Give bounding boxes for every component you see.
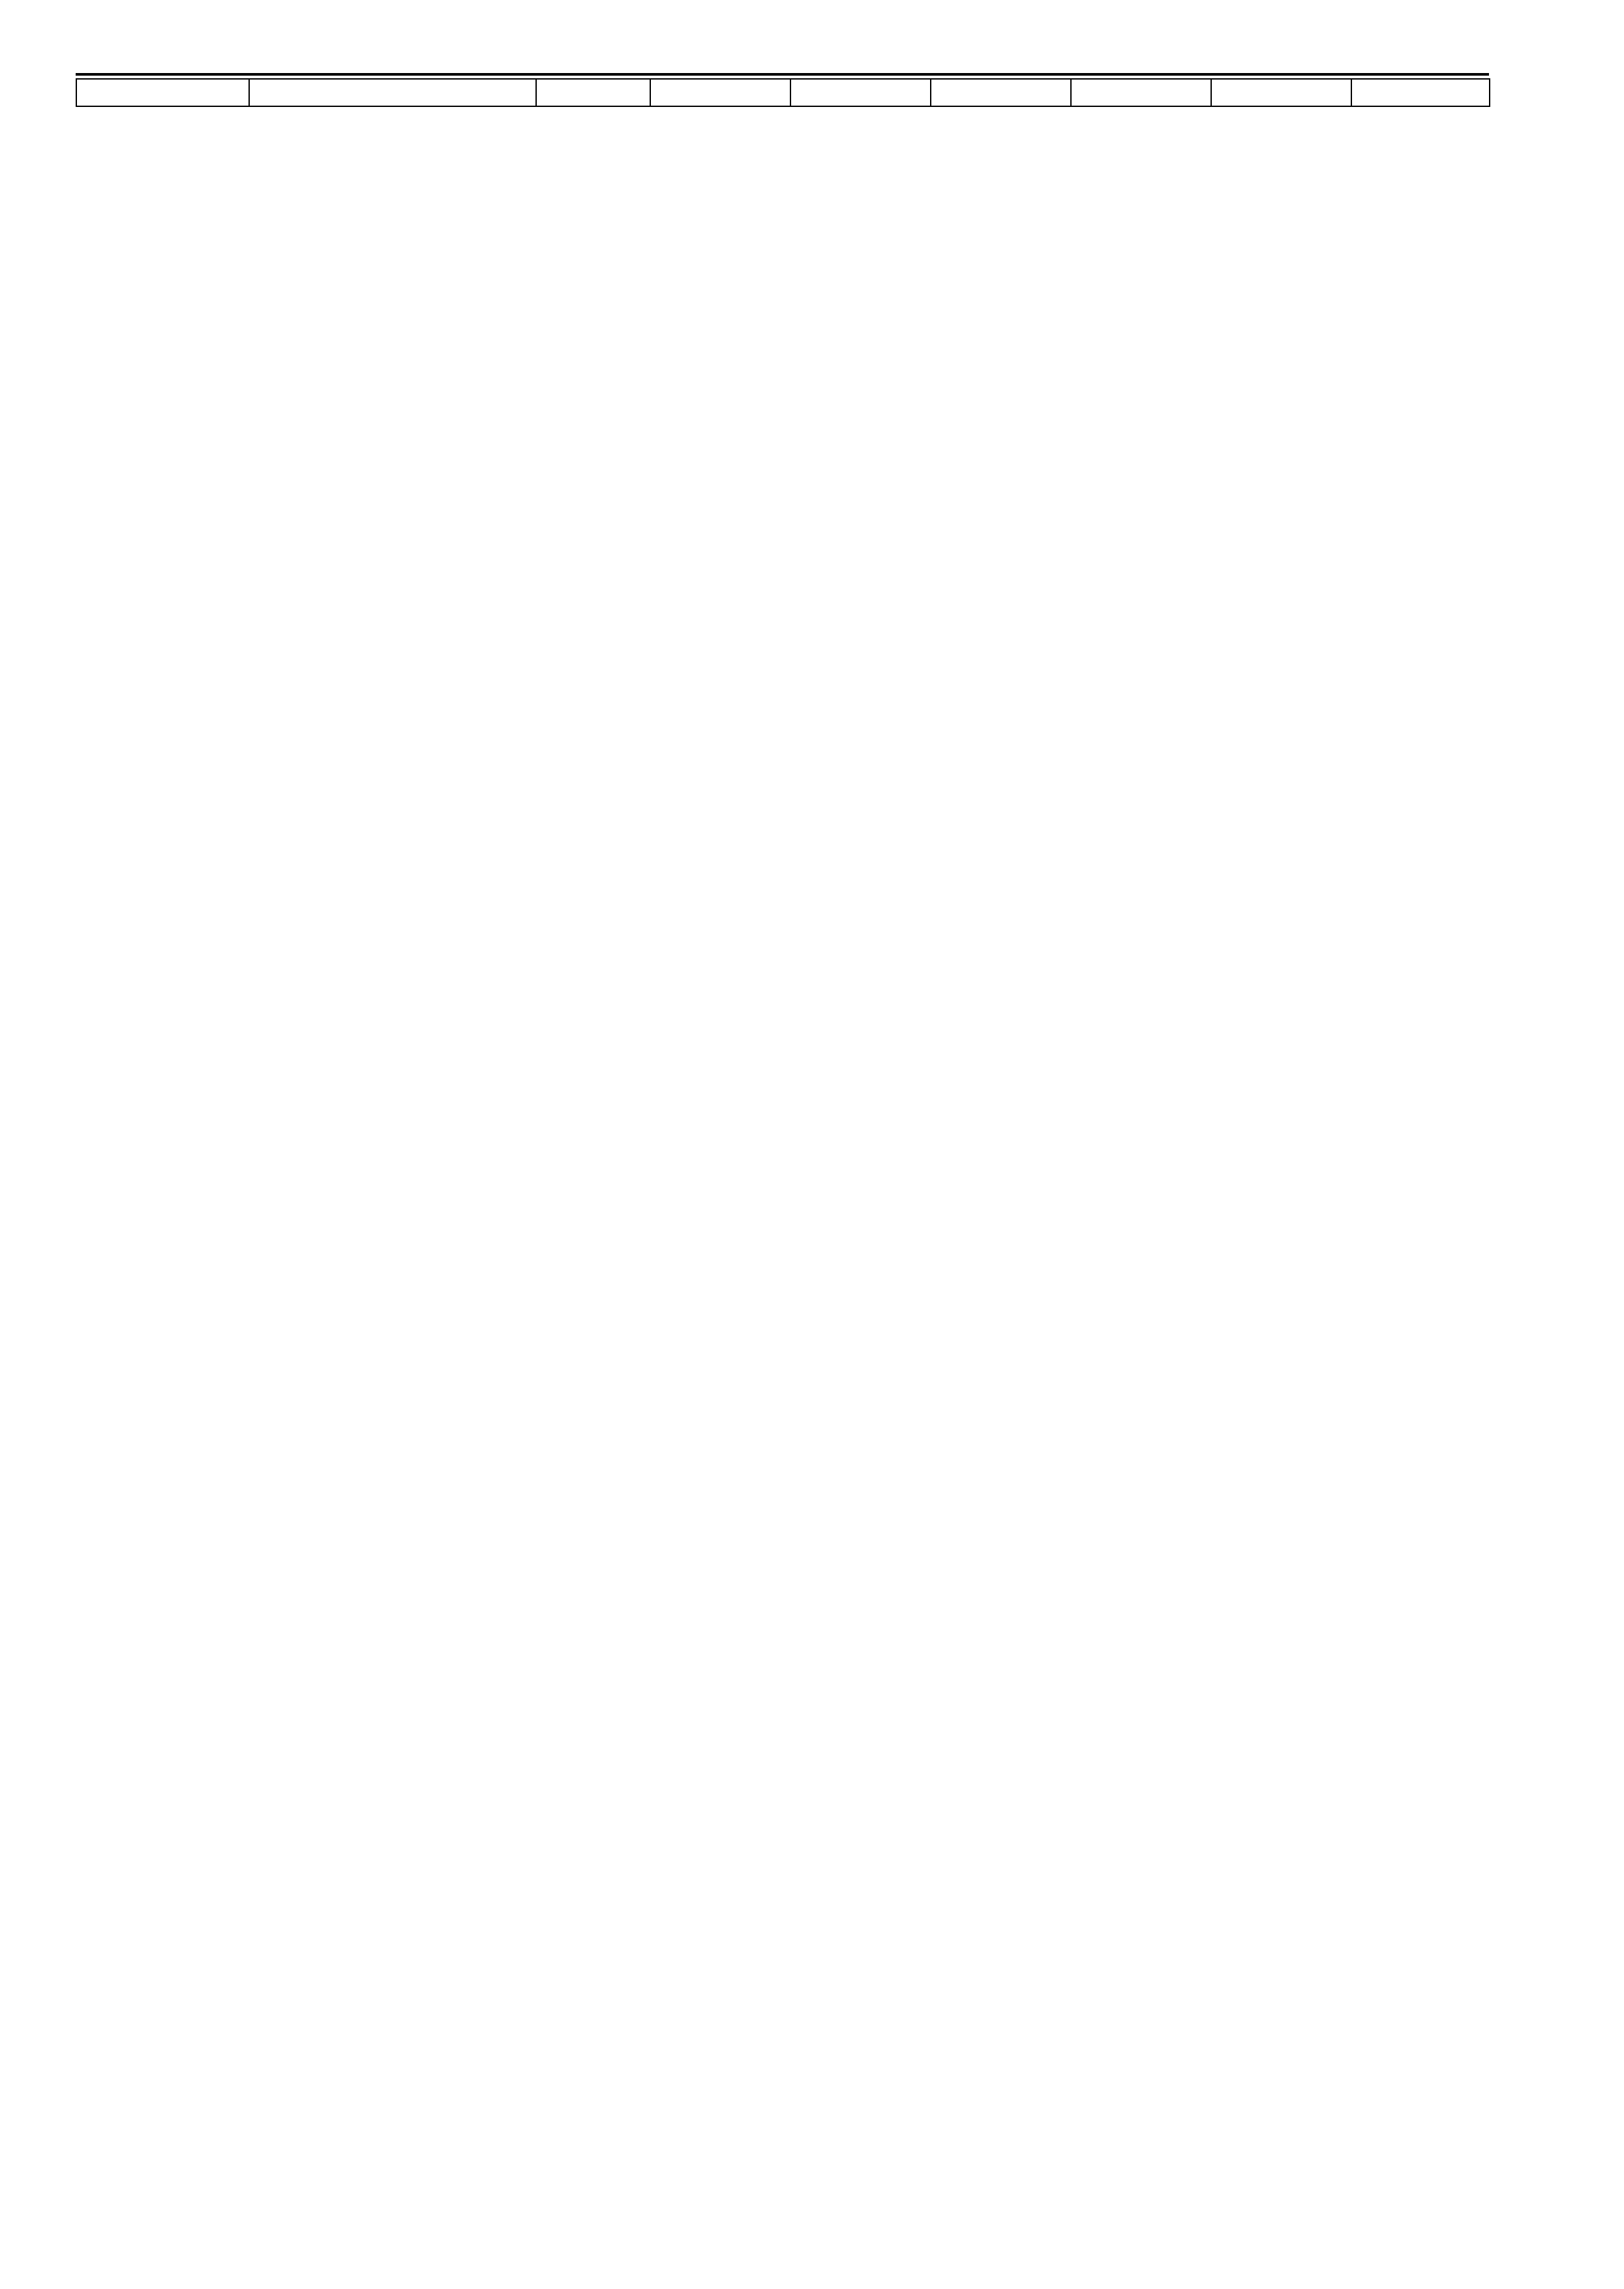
rates-table xyxy=(76,78,1490,107)
column-number xyxy=(1071,79,1211,106)
column-number xyxy=(650,79,790,106)
rates-table-body xyxy=(76,79,1490,106)
column-number xyxy=(790,79,931,106)
column-number xyxy=(76,79,249,106)
column-number xyxy=(249,79,536,106)
header-rule xyxy=(76,73,1489,76)
column-number xyxy=(1351,79,1490,106)
column-number xyxy=(536,79,650,106)
column-number xyxy=(931,79,1071,106)
column-number xyxy=(1211,79,1351,106)
column-number-row xyxy=(76,79,1490,106)
